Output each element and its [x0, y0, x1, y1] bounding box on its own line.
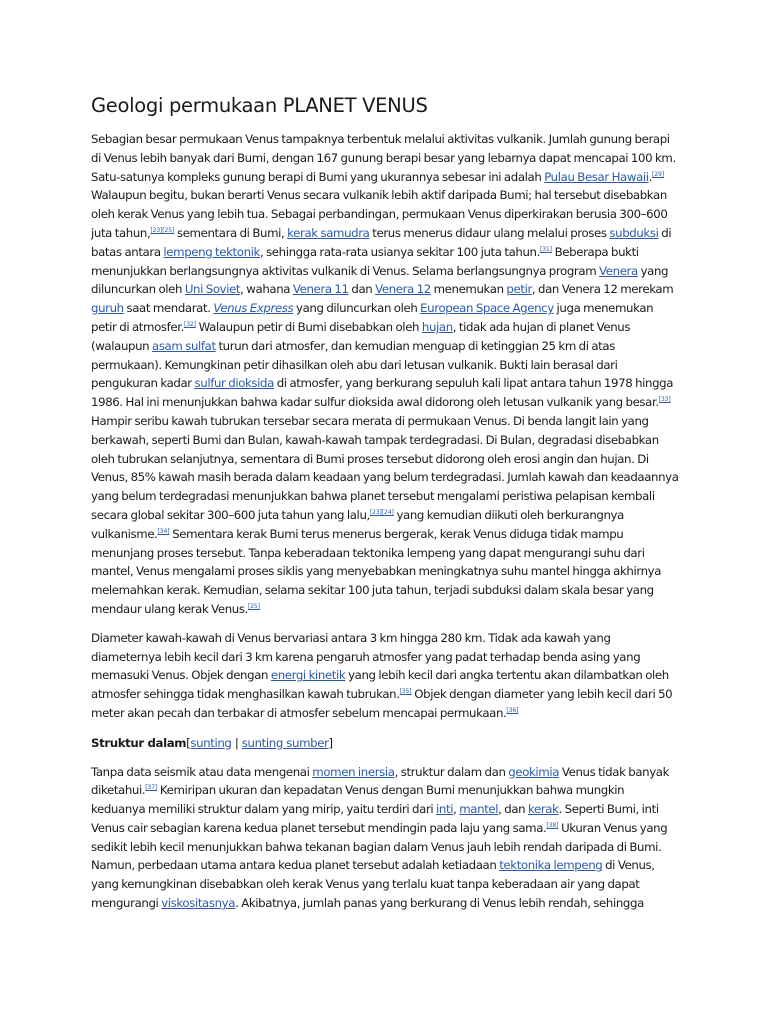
citation-link[interactable]: [36]: [506, 707, 519, 714]
separator: |: [231, 735, 242, 750]
article-link[interactable]: Venera: [599, 263, 638, 278]
section-heading: Struktur dalam: [91, 735, 187, 750]
citation-link[interactable]: [33]: [658, 396, 671, 404]
article-link[interactable]: hujan: [421, 319, 453, 334]
citation-link[interactable]: [23][25]: [150, 227, 175, 235]
article-link[interactable]: Uni Soviet: [184, 282, 241, 297]
edit-source-link[interactable]: sunting sumber: [241, 735, 329, 750]
article-link[interactable]: subduksi: [609, 225, 659, 240]
bracket-open: [: [186, 735, 191, 750]
article: [91, 94, 681, 923]
paragraph-2: Diameter kawah-kawah di Venus bervariasi antara 3 km hingga 280 km. Tidak ada kawah yang diameternya lebih kecil dari 3 km karena pengaruh atmosfer yang padat terhadap benda asing yang memasuki Venus. Objek dengan energi kinetik yang lebih kecil dari angka tertentu akan dilambatkan oleh atmosfer sehingga tidak menghasilkan kawah tubrukan.[35] Objek dengan diameter yang lebih kecil dari 50 meter akan pecah dan terbakar di atmosfer sebelum mencapai permukaan.[36]: [91, 630, 673, 720]
article-link[interactable]: inti: [436, 802, 454, 817]
article-link[interactable]: guruh: [91, 301, 124, 316]
article-link[interactable]: Venera 11: [292, 282, 349, 297]
article-link[interactable]: Pulau Besar Hawaii: [544, 169, 649, 184]
article-link[interactable]: lempeng tektonik: [163, 244, 260, 259]
citation-link[interactable]: [31]: [539, 245, 552, 253]
article-link[interactable]: European Space Agency: [420, 301, 554, 316]
citation-link[interactable]: [29]: [652, 170, 664, 178]
bracket-close: ]: [328, 735, 333, 750]
article-link[interactable]: momen inersia: [312, 764, 395, 779]
section-heading-row: [91, 734, 681, 753]
citation-link[interactable]: [25]: [247, 603, 260, 611]
article-link[interactable]: Venus Express: [213, 301, 294, 316]
article-link[interactable]: sulfur dioksida: [194, 376, 274, 391]
citation-link[interactable]: [32]: [183, 321, 196, 329]
article-link[interactable]: tektonika lempeng: [499, 858, 603, 873]
article-link[interactable]: mantel: [459, 802, 499, 817]
article-link[interactable]: viskositasnya: [161, 896, 236, 911]
citation-link[interactable]: [34]: [157, 527, 170, 535]
article-link[interactable]: geokimia: [508, 764, 560, 779]
page-title: Geologi permukaan PLANET VENUS: [91, 94, 428, 117]
citation-link[interactable]: [35]: [399, 688, 412, 696]
article-link[interactable]: kerak: [528, 802, 559, 817]
article-link[interactable]: asam sulfat: [152, 338, 216, 353]
article-link[interactable]: Venera 12: [375, 282, 431, 297]
article-link[interactable]: energi kinetik: [270, 668, 346, 683]
citation-link[interactable]: [23][24]: [369, 509, 394, 517]
paragraph-3: Tanpa data seismik atau data mengenai momen inersia, struktur dalam dan geokimia Venus tidak banyak diketahui.[37] Kemiripan ukuran dan kepadatan Venus dengan Bumi menunjukkan bahwa mungkin keduanya memiliki struktur dalam yang mirip, yaitu terdiri dari inti, mantel, dan kerak. Seperti Bumi, inti Venus cair sebagian karena kedua planet tersebut mendingin pada laju yang sama.[38] Ukuran Venus yang sedikit lebih kecil menunjukkan bahwa tekanan bagian dalam Venus jauh lebih rendah daripada di Bumi. Namun, perbedaan utama antara kedua planet tersebut adalah ketiadaan tektonika lempeng di Venus, yang kemungkinan disebabkan oleh kerak Venus yang terlalu kuat tanpa keberadaan air yang dapat mengurangi viskositasnya. Akibatnya, jumlah panas yang berkurang di Venus lebih rendah, sehingga: [91, 764, 670, 911]
citation-link[interactable]: [37]: [145, 784, 158, 792]
article-link[interactable]: kerak samudra: [287, 225, 370, 240]
edit-link[interactable]: sunting: [190, 735, 232, 750]
paragraph-1: Sebagian besar permukaan Venus tampaknya terbentuk melalui aktivitas vulkanik. Jumlah gunung berapi di Venus lebih banyak dari Bumi, dengan 167 gunung berapi besar yang lebarnya dapat mencapai 100 km. Satu-satunya kompleks gunung berapi di Bumi yang ukurannya sebesar ini adalah Pulau Besar Hawaii.[29] Walaupun begitu, bukan berarti Venus secara vulkanik lebih aktif daripada Bumi; hal tersebut disebabkan oleh kerak Venus yang lebih tua. Sebagai perbandingan, permukaan Venus diperkirakan berusia 300–600 juta tahun,[23][25] sementara di Bumi, kerak samudra terus menerus didaur ulang melalui proses subduksi di batas antara lempeng tektonik, sehingga rata-rata usianya sekitar 100 juta tahun.[31] Beberapa bukti menunjukkan berlangsungnya aktivitas vulkanik di Venus. Selama berlangsungnya program Venera yang diluncurkan oleh Uni Soviet, wahana Venera 11 dan Venera 12 menemukan petir, dan Venera 12 merekam guruh saat mendarat. Venus Express yang diluncurkan oleh European Space Agency juga menemukan petir di atmosfer.[32] Walaupun petir di Bumi disebabkan oleh hujan, tidak ada hujan di planet Venus (walaupun asam sulfat turun dari atmosfer, dan kemudian menguap di ketinggian 25 km di atas permukaan). Kemungkinan petir dihasilkan oleh abu dari letusan vulkanik. Bukti lain berasal dari pengukuran kadar sulfur dioksida di atmosfer, yang berkurang sepuluh kali lipat antara tahun 1978 hingga 1986. Hal ini menunjukkan bahwa kadar sulfur dioksida awal didorong oleh letusan vulkanik yang besar.[33] Hampir seribu kawah tubrukan tersebar secara merata di permukaan Venus. Di benda langit lain yang berkawah, seperti Bumi dan Bulan, kawah-kawah tampak terdegradasi. Di Bulan, degradasi disebabkan oleh tubrukan selanjutnya, sementara di Bumi proses tersebut didorong oleh erosi angin dan hujan. Di Venus, 85% kawah masih berada dalam keadaan yang belum terdegradasi. Jumlah kawah dan keadaannya yang belum terdegradasi menunjukkan bahwa planet tersebut mengalami peristiwa pelapisan kembali secara global sekitar 300–600 juta tahun yang lalu,[23][24] yang kemudian diikuti oleh berkurangnya vulkanisme.[34] Sementara kerak Bumi terus menerus bergerak, kerak Venus diduga tidak mampu menunjang proses tersebut. Tanpa keberadaan tektonika lempeng yang dapat mengurangi suhu dari mantel, Venus mengalami proses siklis yang menyebabkan meningkatnya suhu mantel hingga akhirnya melemahkan kerak. Kemudian, selama sekitar 100 juta tahun, terjadi subduksi dalam skala besar yang mendaur ulang kerak Venus.[25]: [91, 132, 679, 616]
article-link[interactable]: petir: [506, 282, 532, 297]
citation-link[interactable]: [38]: [546, 821, 559, 829]
